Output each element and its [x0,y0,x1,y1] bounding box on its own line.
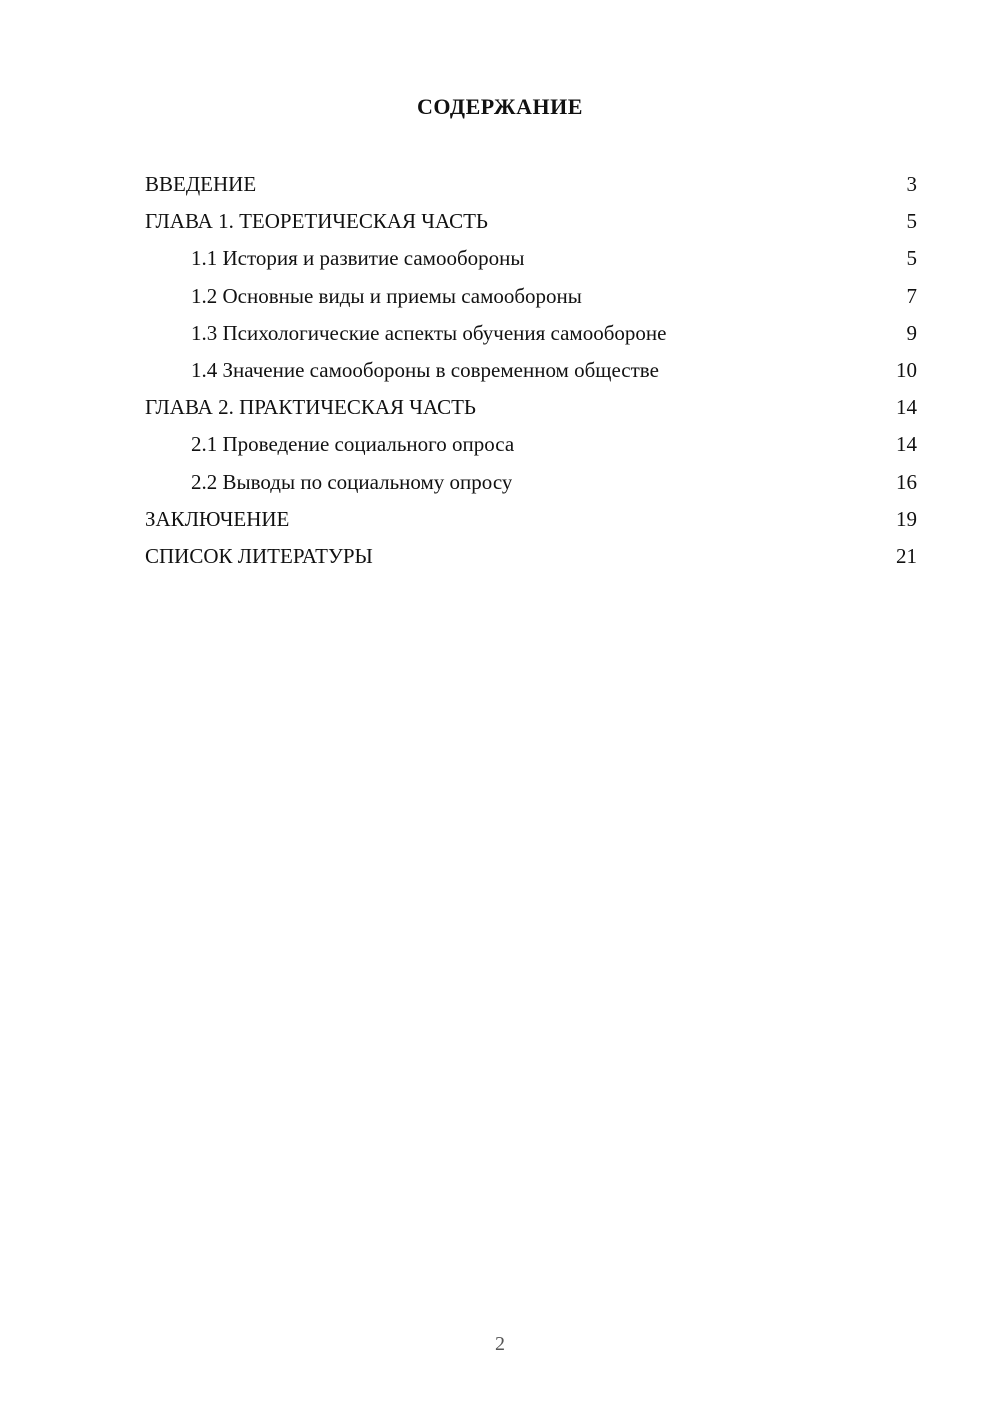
page-number: 2 [495,1333,505,1355]
toc-entry-label: ГЛАВА 1. ТЕОРЕТИЧЕСКАЯ ЧАСТЬ [145,209,488,234]
toc-entry-chapter-2 [145,389,917,426]
toc-entry-page: 5 [906,246,917,271]
toc-entry-1-4 [145,352,917,389]
toc-entry-page: 21 [896,544,917,569]
table-of-contents [145,166,917,575]
toc-entry-page: 3 [906,172,917,196]
toc-entry-2-2 [145,464,917,501]
toc-entry-label: ГЛАВА 2. ПРАКТИЧЕСКАЯ ЧАСТЬ [145,395,476,420]
toc-entry-2-1 [145,426,917,463]
toc-entry-label: СПИСОК ЛИТЕРАТУРЫ [145,544,373,569]
toc-entry-label: 1.3 Психологические аспекты обучения самообороне [191,320,667,345]
toc-entry-1-1 [145,240,917,277]
toc-entry-label: 1.1 История и развитие самообороны [191,246,525,271]
toc-entry-label: ЗАКЛЮЧЕНИЕ [145,506,290,531]
toc-entry-chapter-1 [145,203,917,240]
toc-entry-1-2 [145,278,917,315]
toc-entry-page: 10 [896,358,917,383]
page-title: СОДЕРЖАНИЕ [417,94,583,119]
toc-entry-page: 9 [906,320,917,345]
toc-entry-page: 5 [906,209,917,234]
toc-entry-page: 14 [896,432,917,457]
toc-entry-page: 16 [896,469,917,494]
toc-entry-introduction [145,166,917,203]
toc-entry-page: 14 [896,395,917,420]
toc-entry-bibliography [145,538,917,575]
toc-entry-conclusion [145,501,917,538]
toc-entry-label: 1.2 Основные виды и приемы самообороны [191,283,582,308]
toc-entry-label: ВВЕДЕНИЕ [145,172,257,196]
toc-entry-page: 19 [896,506,917,531]
toc-entry-page: 7 [906,283,917,308]
toc-entry-1-3 [145,315,917,352]
toc-entry-label: 2.2 Выводы по социальному опросу [191,469,513,494]
toc-entry-label: 2.1 Проведение социального опроса [191,432,515,457]
toc-entry-label: 1.4 Значение самообороны в современном обществе [191,358,659,383]
